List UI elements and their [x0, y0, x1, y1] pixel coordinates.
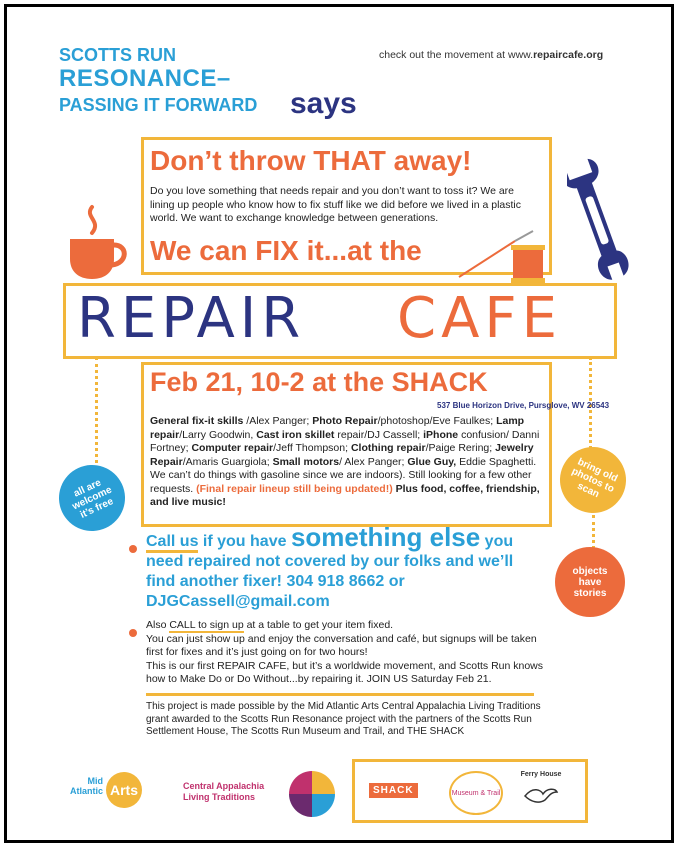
fixer-detail: /Paige Rering; [425, 442, 496, 454]
photos-badge [549, 436, 637, 524]
fixer-detail: repair/DJ Cassell; [334, 428, 424, 441]
header-line2: RESONANCE– [59, 65, 231, 92]
signup-divider [146, 693, 534, 696]
fixer-skill: Cast iron skillet [256, 428, 335, 441]
mid-atlantic-arts-logo [61, 772, 169, 810]
callout-text [146, 522, 546, 612]
signup-call-link[interactable]: CALL to sign up [169, 619, 244, 631]
fixer-skill: Clothing repair [350, 442, 426, 454]
thread-spool-icon [455, 225, 551, 285]
logo-atlantic: Atlantic [69, 786, 103, 796]
header-line3: PASSING IT FORWARD [59, 95, 258, 115]
movement-site: repaircafe.org [533, 49, 604, 61]
fixer-detail: confusion/ Danni Fortney; [150, 428, 540, 454]
fixer-detail: Eddie Spaghetti. We can’t do things with gasoline since we are indoors). Still looking for a few other requests. [150, 455, 537, 495]
coffee-cup-icon [62, 203, 134, 283]
photos-badge-text: bring old photos to scan [570, 456, 620, 500]
logo-cal1: Central Appalachia [183, 781, 265, 791]
stories-badge [555, 547, 625, 617]
museum-trail-logo: Museum & Trail [449, 771, 503, 815]
header-says: says [290, 87, 357, 120]
fixer-detail: /Amaris Guargiola; [182, 455, 273, 468]
shack-logo: SHACK [369, 783, 418, 798]
call-us-link[interactable]: Call us [146, 533, 198, 553]
credits-text: This project is made possible by the Mid Atlantic Arts Central Appalachia Living Traditions grant awarded to the Scotts Run Resonance project with the partners of the Scotts Run Settlement House, The Scotts Run Museum and Trail, and THE SHACK [146, 701, 541, 737]
cal-logo-icon [289, 771, 335, 817]
welcome-badge [48, 454, 136, 542]
we-can-fix-headline: We can FIX it...at the [150, 235, 422, 266]
signup-line3: This is our first REPAIR CAFE, but it’s a worldwide movement, and Scotts Run knows how to Make Do or Do Without...by repairing it. JOIN US Saturday Feb 21. [146, 659, 544, 685]
wrench-icon [567, 155, 629, 285]
ferry-house-text: Ferry House [520, 771, 562, 778]
event-address: 537 Blue Horizon Drive, Pursglove, WV 26543 [437, 401, 610, 410]
callout-part: you [480, 533, 514, 550]
fixer-skill: iPhone [423, 428, 459, 441]
logo-arts: Arts [106, 772, 142, 808]
something-else: something else [290, 522, 481, 552]
fixer-skill: Computer repair [191, 442, 274, 454]
cal-logo-text [183, 781, 264, 803]
fixer-skill: Jewelry Repair [150, 442, 534, 468]
fixers-list [150, 415, 540, 510]
fixer-skill: General fix-it skills [150, 415, 244, 427]
fixer-detail: /Alex Panger; [243, 415, 313, 427]
logo-cal2: Living Traditions [183, 792, 256, 802]
logo-mid: Mid [87, 776, 103, 786]
poster-frame [4, 4, 674, 843]
callout-line2: need repaired not covered by our folks and we’ll find another fixer! 304 918 8662 or DJGCassell@gmail.com [146, 553, 514, 610]
callout-part: if you have [198, 533, 291, 550]
fixers-end: Plus food, coffee, friendship, and live music! [150, 482, 540, 508]
signup-text [146, 619, 546, 687]
signup-line2: You can just show up and enjoy the conversation and café, but signups will be taken first for fixes and it’s just going on for two hours! [146, 632, 537, 658]
fixer-skill: Photo Repair [312, 415, 378, 427]
signup-part: Also [146, 619, 170, 631]
left-dotted-line [95, 357, 98, 475]
dont-throw-headline: Don’t throw THAT away! [150, 145, 472, 176]
bullet-dot [129, 545, 137, 553]
fixer-skill: Lamp repair [150, 415, 525, 441]
signup-part: at a table to get your item fixed. [243, 619, 394, 631]
fixers-note: (Final repair lineup still being updated!) [196, 482, 393, 495]
fixer-detail: /Jeff Thompson; [273, 442, 351, 454]
cafe-word: CAFE [397, 286, 563, 351]
fixer-detail: /Larry Goodwin, [179, 428, 257, 441]
header-line1: SCOTTS RUN [59, 45, 176, 65]
fixer-detail: / Alex Panger; [339, 455, 408, 468]
fixer-skill: Small motors [272, 455, 340, 468]
right-dotted-line-2 [592, 515, 595, 549]
intro-text: Do you love something that needs repair and you don’t want to toss it? We are lining up people who know how to fix stuff like we did before we lived in a plastic world. We want to exchange knowledge between generations. [150, 185, 522, 224]
fixer-skill: Glue Guy, [407, 455, 457, 468]
welcome-badge-text: all are welcome it’s free [70, 476, 115, 521]
movement-prefix: check out the movement at www. [379, 49, 534, 61]
movement-link[interactable] [379, 49, 603, 61]
bird-icon [523, 782, 559, 808]
bullet-dot [129, 629, 137, 637]
repair-word: REPAIR [77, 286, 306, 351]
fixer-detail: /photoshop/Eve Faulkes; [377, 415, 497, 427]
stories-badge-text: objects have stories [572, 565, 608, 599]
event-date-line: Feb 21, 10-2 at the SHACK [150, 367, 488, 397]
